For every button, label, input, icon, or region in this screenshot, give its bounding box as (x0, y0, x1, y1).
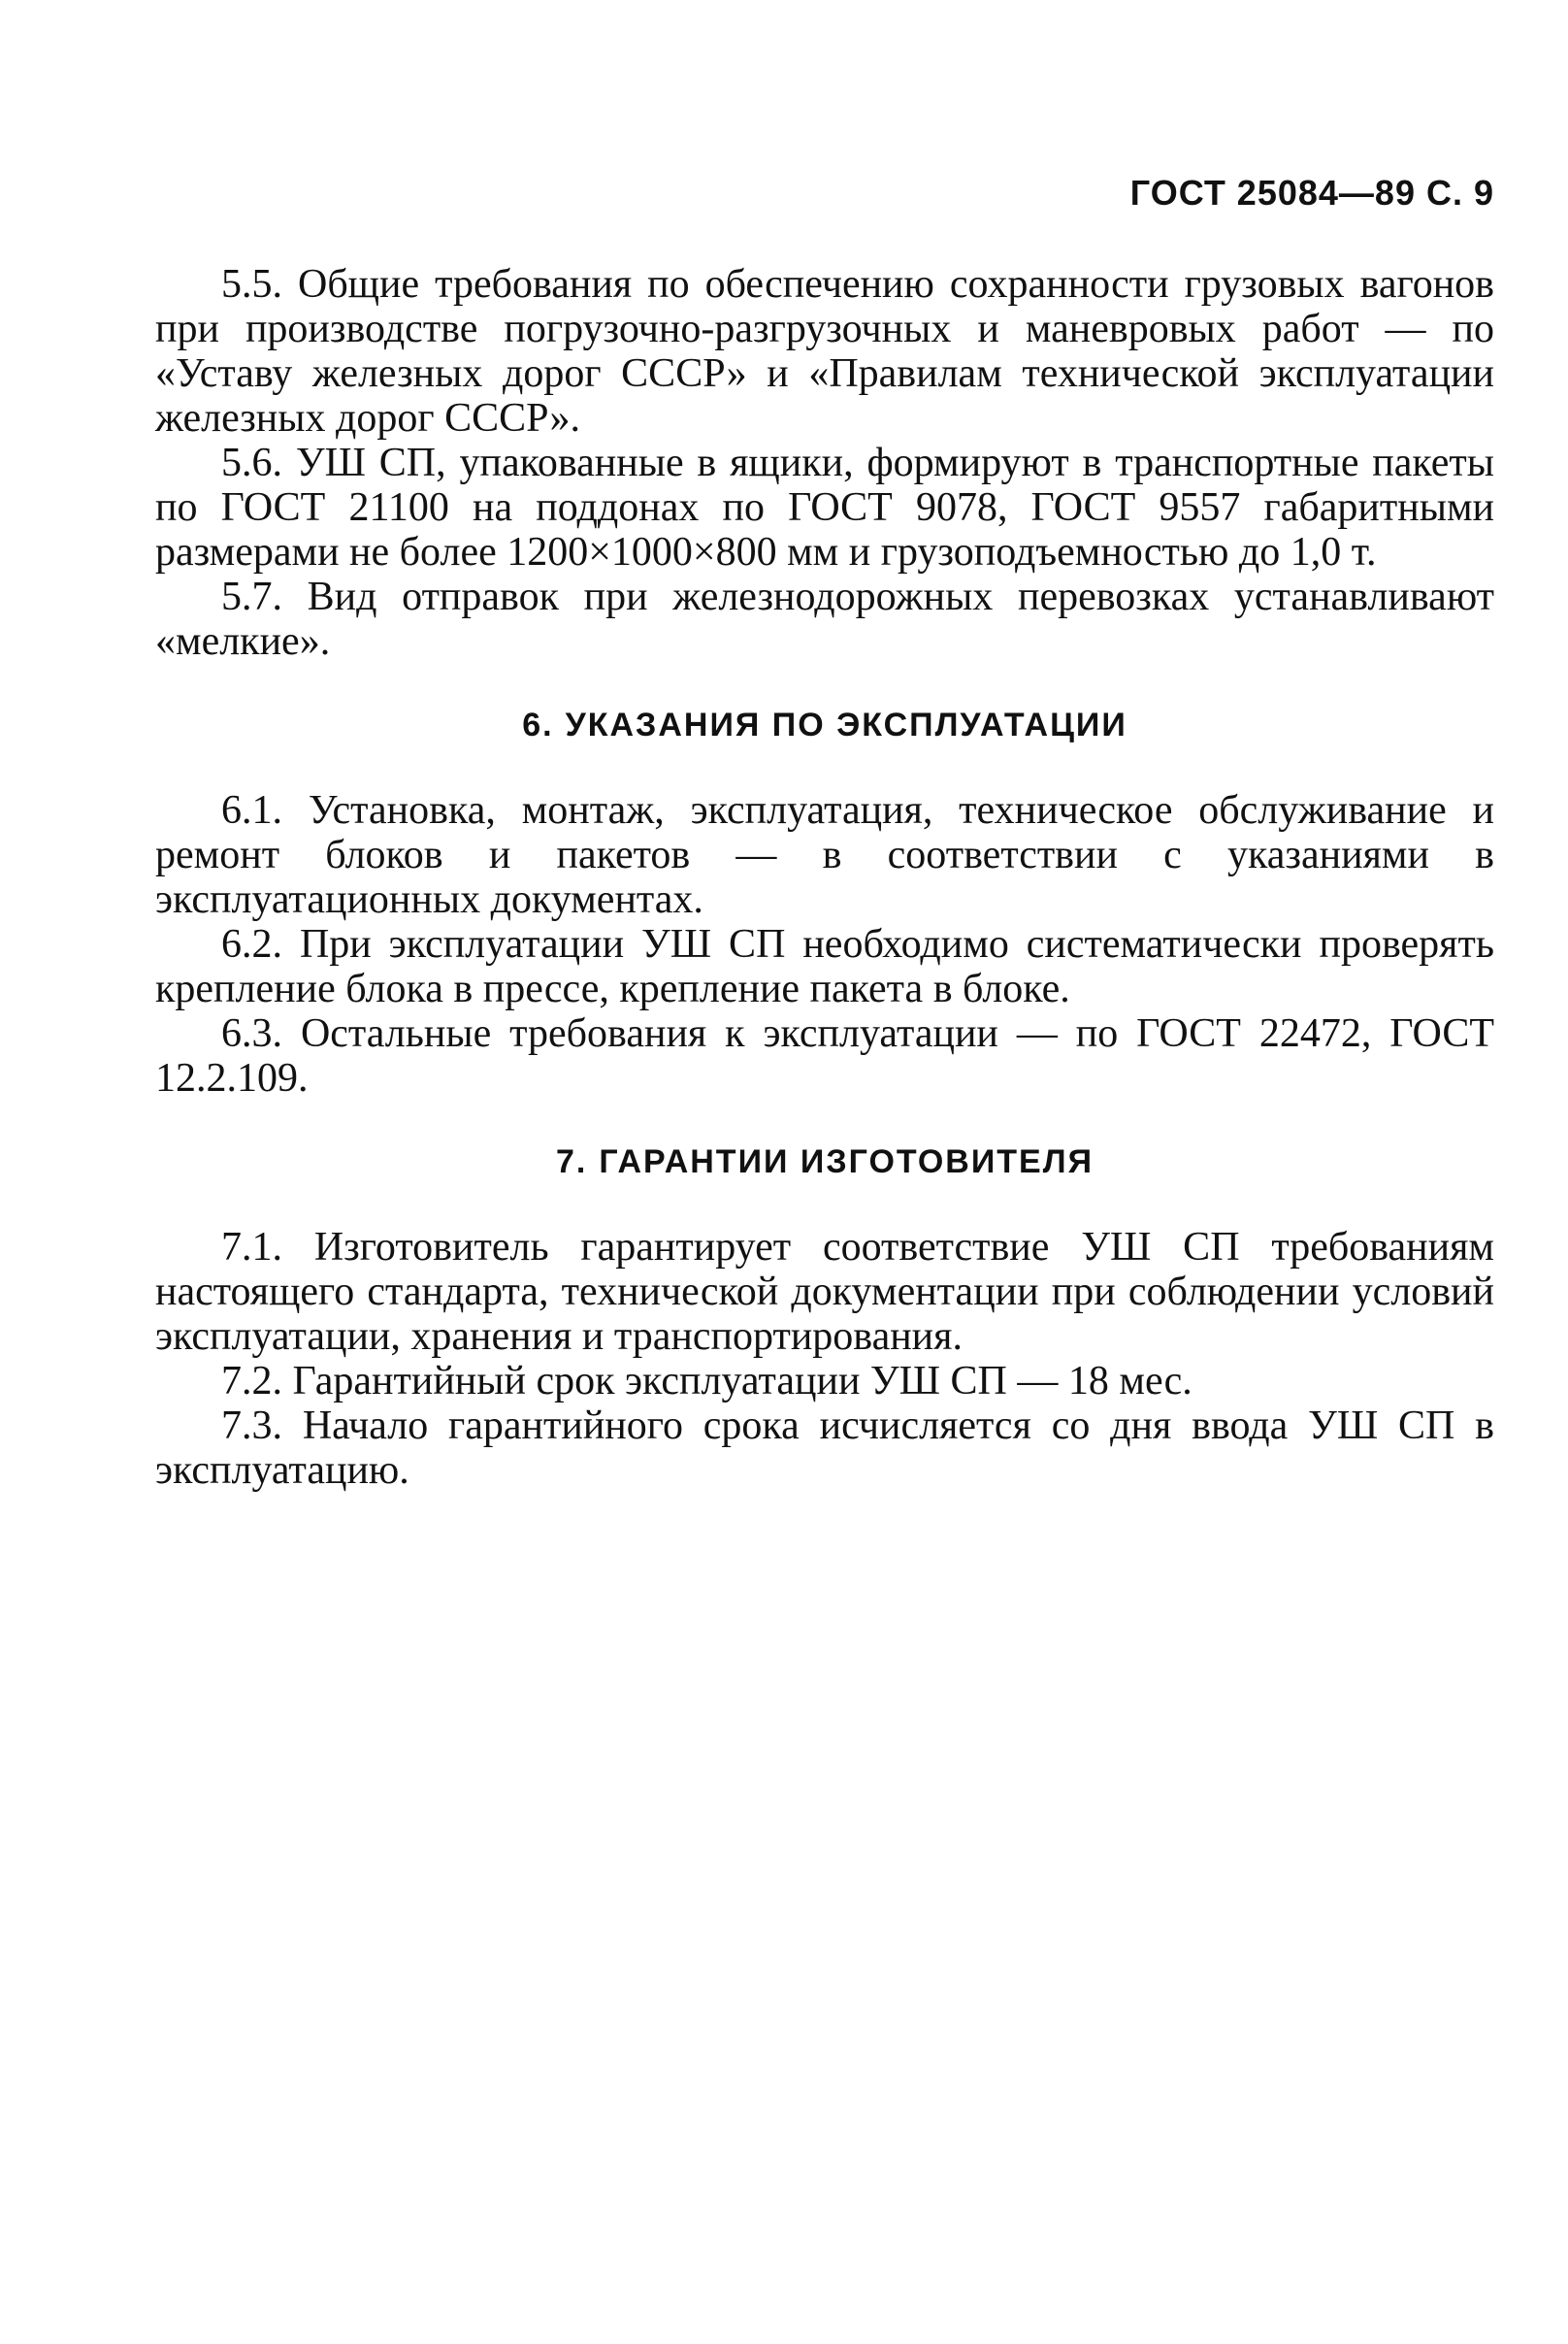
paragraph-number: 6.2. (221, 922, 282, 967)
paragraph-text: Установка, монтаж, эксплуатация, техническое обслуживание и ремонт блоков и пакетов — в соответствии с указаниями в эксплуатационных документах. (155, 788, 1495, 922)
paragraph-number: 6.1. (221, 788, 282, 833)
paragraph-number: 7.1. (221, 1225, 282, 1270)
paragraph-7-3 (155, 1403, 1494, 1493)
section-7-title (155, 1139, 1494, 1184)
paragraph-text: УШ СП, упакованные в ящики, формируют в транспортные пакеты по ГОСТ 21100 на поддонах по ГОСТ 9078, ГОСТ 9557 габаритными размерами не более 1200×1000×800 мм и грузоподъемностью до 1,0 т. (155, 441, 1494, 575)
paragraph-text: Остальные требования к эксплуатации — по ГОСТ 22472, ГОСТ 12.2.109. (155, 1011, 1495, 1101)
paragraph-text: Изготовитель гарантирует соответствие УШ СП требованиям настоящего стандарта, технической документации при соблюдении условий эксплуатации, хранения и транспортирования. (155, 1225, 1494, 1359)
paragraph-text: Вид отправок при железнодорожных перевозках устанавливают «мелкие». (155, 575, 1494, 664)
section-number: 7. (555, 1143, 588, 1180)
paragraph-6-1 (155, 788, 1494, 922)
paragraph-number: 5.6. (221, 441, 282, 485)
paragraph-6-2 (155, 922, 1494, 1011)
paragraph-text: Гарантийный срок эксплуатации УШ СП — 18 мес. (292, 1359, 1192, 1403)
paragraph-6-3 (155, 1011, 1494, 1101)
paragraph-5-7 (155, 575, 1494, 664)
paragraph-7-2 (155, 1359, 1494, 1403)
paragraph-5-6 (155, 441, 1494, 575)
paragraph-number: 5.5. (221, 262, 282, 307)
paragraph-number: 5.7. (221, 575, 282, 619)
page-header: ГОСТ 25084—89 С. 9 (1129, 173, 1494, 213)
paragraph-number: 6.3. (221, 1011, 282, 1056)
paragraph-7-1 (155, 1225, 1494, 1359)
paragraph-number: 7.2. (221, 1359, 282, 1403)
paragraph-number: 7.3. (221, 1403, 282, 1448)
paragraph-text: При эксплуатации УШ СП необходимо систематически проверять крепление блока в прессе, крепление пакета в блоке. (155, 922, 1494, 1011)
paragraph-5-5 (155, 262, 1494, 441)
section-6-title (155, 703, 1494, 747)
paragraph-text: Начало гарантийного срока исчисляется со дня ввода УШ СП в эксплуатацию. (155, 1403, 1494, 1493)
section-title-text: ГАРАНТИИ ИЗГОТОВИТЕЛЯ (599, 1143, 1094, 1180)
paragraph-text: Общие требования по обеспечению сохранности грузовых вагонов при производстве погрузочно-разгрузочных и маневровых работ — по «Уставу железных дорог СССР» и «Правилам технической эксплуатации железных дорог СССР». (155, 262, 1495, 441)
document-body (155, 262, 1494, 1493)
section-number: 6. (522, 707, 554, 743)
section-title-text: УКАЗАНИЯ ПО ЭКСПЛУАТАЦИИ (565, 707, 1127, 743)
